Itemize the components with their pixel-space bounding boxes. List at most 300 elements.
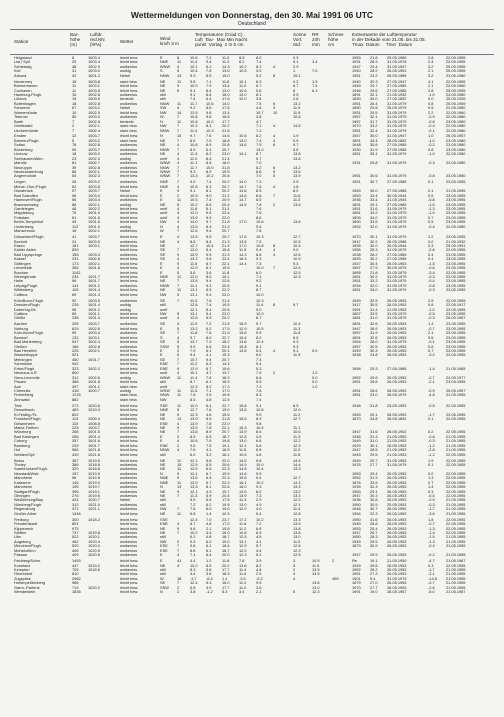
station-name: Magdeburg (14, 210, 34, 216)
night-min-2m: 9.3 (256, 256, 262, 262)
station-height: 226 (72, 302, 79, 308)
dew-point: 7.6 (206, 133, 212, 139)
air-temp: 12.7 (190, 242, 198, 248)
precipitation: 0.0 (312, 374, 318, 380)
wind-speed: 4 (177, 438, 180, 444)
air-temp: 12.6 (190, 228, 198, 234)
extreme-max-date: 26.05.1953 (387, 510, 407, 516)
extreme-min: -0.4 (428, 223, 435, 229)
dew-point: 8.5 (206, 160, 212, 166)
wind-speed: 4 (177, 205, 180, 211)
wind-speed: 7 (177, 164, 180, 170)
extreme-max: 29.4 (370, 63, 378, 69)
air-temp: 10.6 (190, 55, 198, 60)
wind-speed: 13 (177, 416, 182, 422)
wind-speed: 4 (177, 223, 180, 229)
max-temp: 20.7 (222, 356, 230, 362)
station-height: 320 (72, 466, 79, 472)
max-temp: 11.3 (222, 59, 230, 65)
extreme-max: 31.6 (370, 205, 378, 211)
air-temp: 8.9 (190, 146, 196, 152)
weather: leicht bew. (120, 429, 139, 435)
record-since: 1949 (352, 521, 361, 527)
station-name: Gera-Leumnitz (14, 374, 40, 380)
pressure: 1001.4 (88, 433, 100, 439)
night-min-2m: 5.7 (256, 543, 262, 549)
precipitation: 6.1 (312, 87, 318, 93)
wind-speed: 8 (177, 55, 180, 60)
night-min-2m: 6.8 (256, 251, 262, 257)
dew-point: 5.3 (206, 580, 212, 586)
station-name: Cottbus (14, 311, 28, 316)
max-temp: 22.3 (222, 466, 230, 472)
wind-speed: 11 (177, 392, 182, 398)
max-temp: 20.8 (222, 173, 230, 179)
record-since: 1949 (352, 451, 361, 457)
min-temp: 15.6 (239, 330, 247, 336)
air-temp: 13.2 (190, 325, 198, 331)
weather: leicht bew. (120, 334, 139, 340)
air-temp: 13.5 (190, 234, 198, 240)
extreme-min-date: 22.05.1955 (446, 429, 466, 435)
dew-point: 7.8 (206, 330, 212, 336)
extreme-min: 0.1 (428, 188, 434, 194)
night-min-2m: 9.0 (256, 306, 262, 312)
pressure: 1003.7 (88, 234, 100, 240)
extreme-max-date: 26.05.1951 (387, 68, 407, 74)
extreme-min: 0.1 (428, 416, 434, 422)
night-min-2m: 8.5 (256, 429, 262, 435)
air-temp: 13.1 (190, 311, 198, 316)
weather: leicht bew. (120, 402, 139, 408)
header-weather: Wetter (120, 39, 134, 44)
pressure: 1001.4 (88, 302, 100, 308)
air-temp: 4.4 (190, 558, 196, 564)
pressure: 1003.5 (88, 183, 100, 189)
weather: leicht bew. (120, 447, 139, 453)
extreme-max-date: 26.05.1953 (387, 475, 407, 481)
wind-direction: NE (160, 201, 166, 207)
wind-speed: 4 (177, 315, 180, 321)
max-temp: 22.4 (222, 210, 230, 216)
wind-speed: 4 (177, 334, 180, 340)
max-temp: 18.8 (222, 137, 230, 143)
extreme-min-date: 25.05.1991 (446, 242, 466, 248)
sunshine-hours: 9.1 (293, 348, 299, 353)
pressure: 1003.4 (88, 59, 100, 65)
extreme-max-date: 31.05.1979 (387, 118, 407, 124)
record-since: 1936 (352, 197, 361, 203)
wind-direction: NE (160, 87, 166, 93)
sunshine-hours: 11.9 (293, 105, 301, 111)
extreme-min-date: 22.05.1960 (446, 109, 466, 115)
pressure: 1003.2 (88, 105, 100, 111)
dew-point: 5.5 (206, 234, 212, 240)
pressure: 1002.8 (88, 343, 100, 349)
station-name: Kiel (14, 68, 21, 74)
dew-point: 6.7 (206, 365, 212, 371)
pressure: 1019.7 (88, 484, 100, 490)
extreme-max-date: 26.05.1953 (387, 260, 407, 266)
min-temp: 15.8 (239, 402, 247, 408)
air-temp: 11.3 (190, 151, 198, 157)
sunshine-hours: 14.4 (293, 457, 301, 463)
extreme-min: 0.0 (428, 96, 434, 102)
extreme-max-date: 26.05.1953 (387, 330, 407, 336)
pressure: 1002.6 (88, 374, 100, 380)
max-temp: 20.9 (222, 197, 230, 203)
station-height: 239 (72, 442, 79, 448)
dew-point: 6.4 (206, 146, 212, 152)
max-temp: 12.5 (222, 396, 230, 402)
pressure: 1001.7 (88, 278, 100, 284)
record-since: 1970 (352, 234, 361, 240)
dew-point: 8.7 (206, 260, 212, 266)
record-since: 1890 (352, 105, 361, 111)
max-temp: 22.2 (222, 287, 230, 293)
extreme-min-date: 23.05.1955 (446, 311, 466, 316)
min-temp: 12.6 (239, 433, 247, 439)
station-name: Hohenpeißenberg (14, 580, 46, 586)
station-name: Öhringen (14, 493, 31, 498)
record-since: 1938 (352, 352, 361, 358)
pressure: 1001.9 (88, 223, 100, 229)
extreme-min-date: 22.05.1955 (446, 78, 466, 84)
night-min-5cm: 7 (273, 265, 276, 271)
record-since: 1953 (352, 192, 361, 198)
pressure: 1002.4 (88, 339, 100, 345)
wind-speed: 9 (177, 251, 180, 257)
pressure: 1021.1 (88, 506, 100, 512)
sunshine-hours: 14.1 (293, 479, 301, 485)
min-temp: 10.6 (239, 530, 247, 535)
station-height: 141 (72, 282, 79, 288)
wind-direction: umlf (160, 210, 168, 216)
wind-direction: NE (160, 151, 166, 157)
station-name: Garm.-Partenk. (14, 584, 41, 590)
max-temp: 21.4 (222, 297, 230, 303)
extreme-min-date: 22.05.1955 (446, 297, 466, 303)
dew-point: 7.6 (206, 297, 212, 303)
station-name: Passau (14, 552, 27, 558)
air-temp: 14.0 (190, 219, 198, 225)
night-min-2m: 10.8 (256, 242, 264, 248)
max-temp: 22.0 (222, 291, 230, 297)
pressure: 1002.9 (88, 63, 100, 69)
dew-point: 6.5 (206, 433, 212, 439)
sunshine-hours: 2.6 (293, 96, 299, 102)
dew-point: 3.6 (206, 530, 212, 535)
weather: wolkenlos (120, 506, 138, 512)
sunshine-hours: 11.2 (293, 411, 301, 417)
sunshine-hours: 11.8 (293, 451, 301, 457)
station-name: Zugspitze (14, 575, 31, 581)
extreme-min: -1.3 (428, 205, 435, 211)
wind-direction: S (160, 68, 163, 74)
dew-point: 8.3 (206, 123, 212, 129)
record-since: 1949 (352, 83, 361, 89)
wind-direction: still (160, 571, 166, 577)
extreme-max: 32.5 (370, 297, 378, 303)
station-name: Wasserkuppe (14, 352, 38, 358)
record-since: 1950 (352, 501, 361, 507)
record-since: 1891 (352, 92, 361, 97)
extreme-min: 0.2 (428, 429, 434, 435)
max-temp: 15.0 (222, 72, 230, 78)
night-min-2m: 2.5 (256, 571, 262, 577)
min-temp: 13.0 (239, 501, 247, 507)
wind-speed: 2 (177, 442, 180, 448)
min-temp: 15.3 (239, 424, 247, 430)
pressure: 1001.3 (88, 315, 100, 321)
wind-direction: NNW (160, 146, 170, 152)
air-temp: 11.7 (190, 164, 198, 170)
weather: wolkig (120, 68, 131, 74)
table-row (10, 512, 494, 516)
extreme-max: 30.4 (370, 260, 378, 266)
wind-direction: NNE (160, 407, 169, 413)
station-height: 629 (72, 325, 79, 331)
record-since: 1949 (352, 538, 361, 544)
extreme-min-date: 22.05.1955 (446, 457, 466, 463)
record-since: 1970 (352, 584, 361, 590)
night-min-2m: 9.8 (256, 87, 262, 93)
extreme-max-date: 26.05.1953 (387, 348, 407, 353)
pressure: 1003.4 (88, 330, 100, 336)
station-name: Barth (14, 118, 24, 124)
extreme-min-date: 25.05.1959 (446, 100, 466, 106)
station-name: Brocken (14, 269, 29, 275)
air-temp: 10.1 (190, 370, 198, 376)
sunshine-hours: 12.3 (293, 274, 301, 279)
station-height: 2962 (72, 575, 81, 581)
pressure: 1002.2 (88, 365, 100, 371)
record-since: 1940 (352, 68, 361, 74)
dew-point: 10.3 (206, 127, 214, 133)
air-temp: 13.6 (190, 475, 198, 481)
pressure: 1020.0 (88, 543, 100, 549)
air-temp: 11.4 (190, 127, 198, 133)
night-min-2m: 7.5 (256, 142, 262, 148)
extreme-min-date: 22.05.1980 (446, 127, 466, 133)
station-name: Lindenberg (14, 223, 34, 229)
extreme-min: 2.5 (428, 297, 434, 303)
extreme-max: 28.2 (370, 251, 378, 257)
dew-point: 10.2 (206, 173, 214, 179)
night-min-2m: 4.5 (256, 433, 262, 439)
air-temp: 9.2 (190, 105, 196, 111)
record-since: 1951 (352, 205, 361, 211)
min-temp: 11.2 (239, 525, 247, 531)
night-min-2m: 8.9 (256, 488, 262, 494)
pressure: 1003.1 (88, 334, 100, 340)
extreme-min: 2.8 (428, 87, 434, 93)
pressure: 1001.2 (88, 306, 100, 312)
record-since: 1954 (352, 339, 361, 345)
extreme-min-date: 21.05.1955 (446, 433, 466, 439)
wind-speed: 4 (177, 210, 180, 216)
extreme-min-date: 22.05.1955 (446, 470, 466, 476)
dew-point: 8.1 (206, 188, 212, 194)
wind-direction: SE (160, 256, 166, 262)
pressure: 1019.5 (88, 470, 100, 476)
weather: leicht bew. (120, 315, 139, 321)
extreme-max: 34.0 (370, 96, 378, 102)
weather: wolkenlos (120, 343, 138, 349)
night-min-2m: 6.3 (256, 78, 262, 84)
sunshine-hours: 10.9 (293, 256, 301, 262)
station-name: Köln-Bonn/Flugh. (14, 330, 45, 336)
wind-direction: SSW (160, 343, 169, 349)
night-min-2m: 7.3 (256, 179, 262, 185)
wind-direction: NE (160, 278, 166, 284)
record-since: 1947 (352, 260, 361, 266)
station-name: Essen (14, 242, 25, 248)
min-temp: 13.5 (239, 238, 247, 244)
wind-direction: still (160, 302, 166, 308)
station-height: 238 (72, 315, 79, 321)
sunshine-hours: 9.7 (293, 142, 299, 148)
record-since: 1951 (352, 278, 361, 284)
weather: wolkenlos (120, 238, 138, 244)
wind-direction: NNW (160, 127, 170, 133)
station-height: 105 (72, 287, 79, 293)
sunshine-hours: 9.3 (293, 343, 299, 349)
station-name: Hamburg-Flugh. (14, 92, 43, 97)
extreme-max: 25.4 (370, 525, 378, 531)
dew-point: 9.5 (206, 251, 212, 257)
dew-point: 9.5 (206, 210, 212, 216)
wind-speed: 7 (177, 506, 180, 512)
record-since: 1931 (352, 59, 361, 65)
sunshine-hours: 15.1 (293, 72, 301, 78)
extreme-min-date: 22.05.1955 (446, 484, 466, 490)
wind-speed: 5 (177, 87, 180, 93)
air-temp: 12.1 (190, 306, 198, 312)
extreme-min-date: 23.05.1955 (446, 282, 466, 288)
dew-point: 7.8 (206, 374, 212, 380)
extreme-min-date: 22.05.1955 (446, 525, 466, 531)
wind-speed: 5 (177, 343, 180, 349)
precipitation: 1.0 (312, 370, 318, 376)
air-temp: 13.9 (190, 479, 198, 485)
extreme-min: 0.8 (428, 146, 434, 152)
extreme-min-date: 23.05.1955 (446, 265, 466, 271)
extreme-min: -1.0 (428, 151, 435, 157)
dew-point: 9.9 (206, 214, 212, 220)
min-temp: 14.4 (239, 260, 247, 266)
extreme-min: -0.3 (428, 287, 435, 293)
min-temp: 16.1 (239, 479, 247, 485)
weather: leicht bew. (120, 192, 139, 198)
dew-point: 8.9 (206, 142, 212, 148)
weather: leicht bew. (120, 571, 139, 577)
extreme-max: 31.9 (370, 330, 378, 336)
pressure: 1003.2 (88, 137, 100, 143)
extreme-min: -0.4 (428, 543, 435, 549)
air-temp: 6.8 (190, 584, 196, 590)
min-temp: 15.6 (239, 475, 247, 481)
dew-point: 8.4 (206, 306, 212, 312)
air-temp: 10.2 (190, 123, 198, 129)
sunshine-hours: 12.6 (293, 543, 301, 549)
precipitation: 0.0 (312, 348, 318, 353)
pressure: 1018.6 (88, 461, 100, 467)
extreme-max-date: 21.05.1953 (387, 438, 407, 444)
air-temp: 8.5 (190, 433, 196, 439)
extreme-max-date: 25.05.1953 (387, 402, 407, 408)
sunshine-hours: 13.5 (293, 168, 301, 174)
extreme-max: 29.5 (370, 451, 378, 457)
night-min-2m: 7.6 (256, 183, 262, 189)
pressure: 1003.0 (88, 68, 100, 74)
record-since: 1952 (352, 567, 361, 572)
precipitation: 13.0 (312, 584, 320, 590)
extreme-max-date: 26.05.1953 (387, 534, 407, 540)
max-temp: 15.8 (222, 525, 230, 531)
extreme-max-date: 25.05.1953 (387, 501, 407, 507)
header-temperatures: Temperaturen (Grad C) Luft Tau- Max Min Nacht punkt Vortag 2 m 5 cm (195, 32, 248, 47)
extreme-max-date: 26.05.1953 (387, 516, 407, 522)
wind-speed: 9 (177, 260, 180, 266)
weather: leicht bew. (120, 59, 139, 65)
wind-direction: E (160, 265, 163, 271)
record-since: 1958 (352, 365, 361, 371)
station-height: 266 (72, 433, 79, 439)
extreme-min-date: 23.05.1955 (446, 411, 466, 417)
extreme-min-date: 21.05.1955 (446, 575, 466, 581)
max-temp: 23.7 (222, 516, 230, 522)
extreme-min-date: 21.05.1955 (446, 447, 466, 453)
station-name: München/Flugh. (14, 543, 42, 549)
wind-speed: 5 (177, 325, 180, 331)
record-since: 1931 (352, 160, 361, 166)
record-since: 1870 (352, 416, 361, 422)
station-name: Görlitz (14, 315, 26, 321)
air-temp: -3.7 (190, 575, 197, 581)
dew-point: 8.5 (206, 416, 212, 422)
air-temp: 12.5 (190, 109, 198, 115)
air-temp: 3.8 (190, 589, 196, 595)
extreme-min-date: 21.05.1955 (446, 538, 466, 544)
weather: stark bew. (120, 127, 138, 133)
max-temp: 16.1 (222, 451, 230, 457)
max-temp: 16.8 (222, 114, 230, 120)
weather: leicht bew. (120, 133, 139, 139)
record-since: 1929 (352, 442, 361, 448)
station-name: Geisenheim (14, 420, 35, 426)
dew-point: 8.5 (206, 562, 212, 568)
weather: wolkenlos (120, 534, 138, 540)
wind-speed: 11 (177, 387, 182, 393)
sunshine-hours: 4 (293, 575, 296, 581)
extreme-min-date: 21.05.1955 (446, 584, 466, 590)
record-since: 1954 (352, 510, 361, 516)
extreme-min-date: 21.05.1987 (446, 558, 466, 564)
pressure: 1019.8 (88, 475, 100, 481)
extreme-max-date: 26.05.1953 (387, 325, 407, 331)
station-height: 110 (72, 420, 79, 426)
record-since: 1947 (352, 238, 361, 244)
max-temp: 22.1 (222, 260, 230, 266)
station-height: 69 (72, 291, 77, 297)
wind-speed: 7 (177, 282, 180, 288)
weather: wolkenlos (120, 282, 138, 288)
wind-direction: SSE (160, 402, 168, 408)
wind-direction: E (160, 438, 163, 444)
extreme-min: -4.7 (428, 558, 435, 564)
extreme-min: -0.7 (428, 521, 435, 527)
